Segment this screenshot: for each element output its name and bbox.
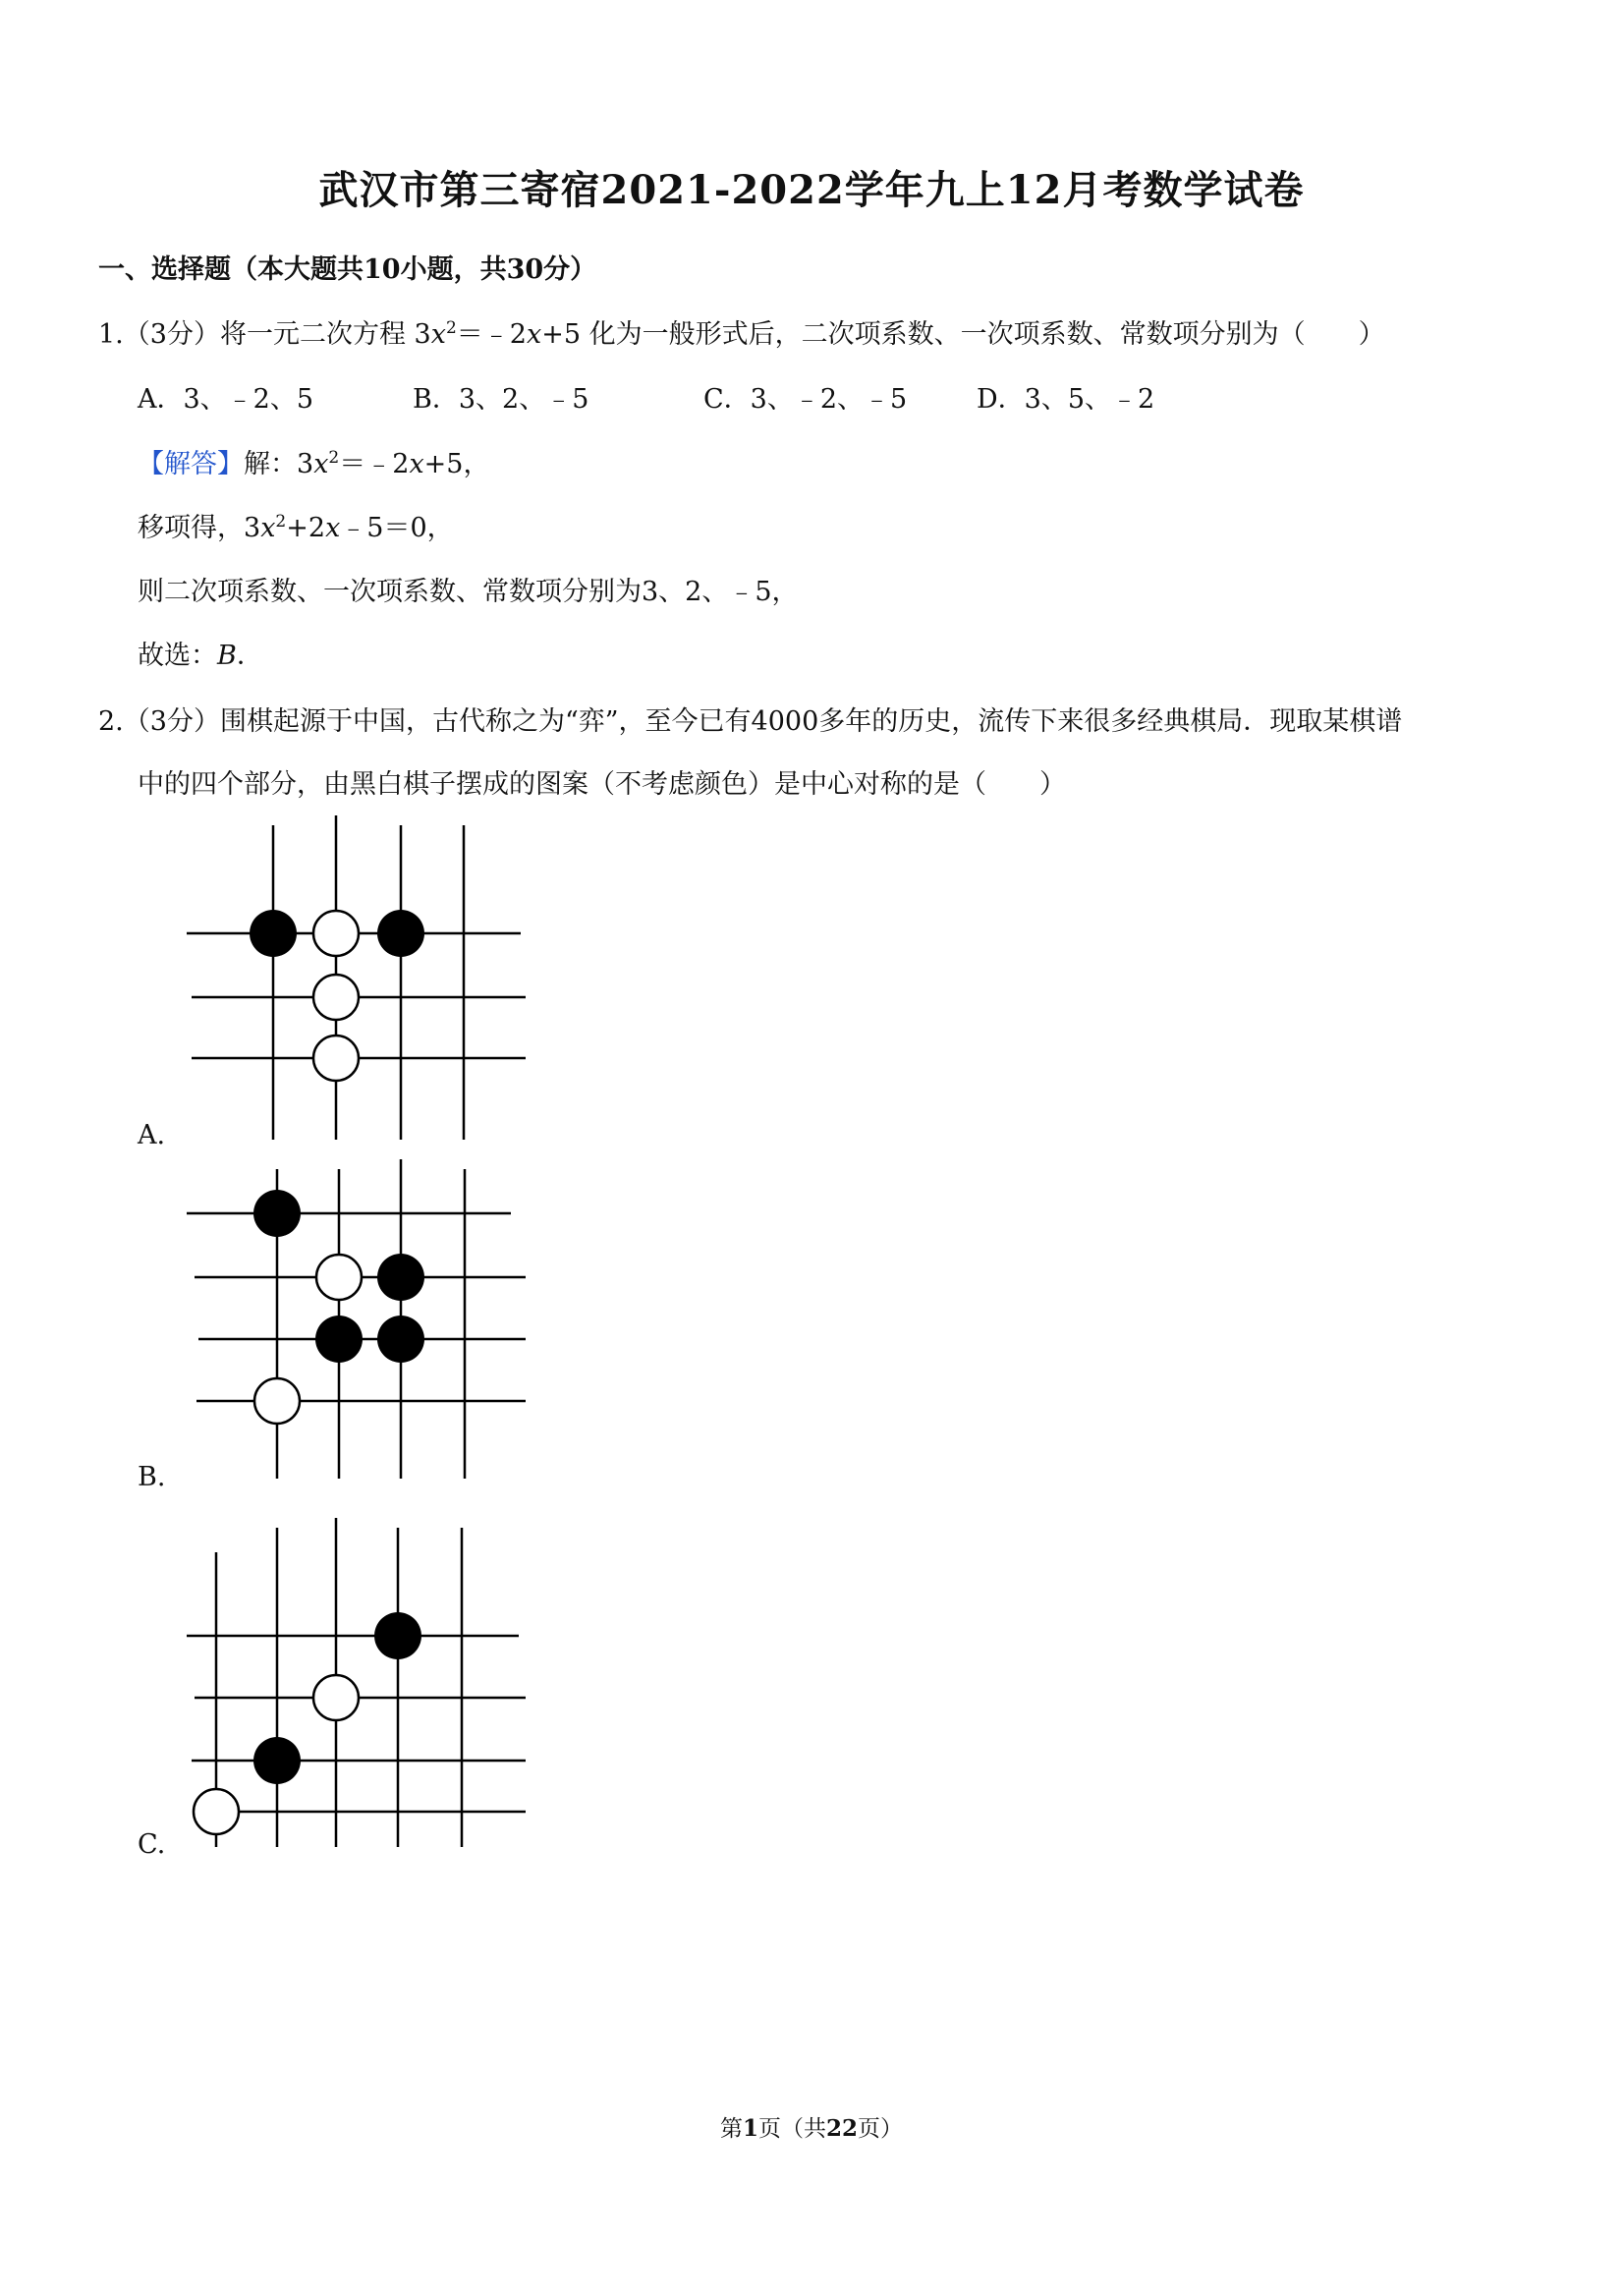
figure-label-b: B. — [138, 1462, 166, 1492]
black-stone — [253, 1190, 301, 1237]
white-stone — [313, 1675, 359, 1720]
total-pages: 22 — [826, 2115, 859, 2142]
solution-text: ﹣5＝0， — [340, 513, 454, 543]
solution-text: 移项得，3 — [138, 513, 261, 543]
solution-text: +2 — [286, 513, 326, 543]
black-stone — [377, 1316, 424, 1363]
option-b: B．3、2、﹣5 — [413, 384, 589, 415]
black-stone — [377, 910, 424, 957]
solution-text: 解：3 — [244, 449, 314, 479]
question-2-stem-line-1 — [98, 700, 1402, 738]
solution-text: 故选： — [138, 641, 217, 671]
math-sup: 2 — [328, 448, 340, 468]
option-d: D．3、5、﹣2 — [977, 384, 1155, 415]
math-var: x — [430, 319, 446, 350]
question-score: （3分） — [123, 319, 220, 350]
question-1-stem — [98, 312, 1385, 351]
math-var: x — [325, 513, 341, 543]
question-2-stem-line-2: 中的四个部分，由黑白棋子摆成的图案（不考虑颜色）是中心对称的是（ ） — [138, 769, 1066, 800]
math-sup: 2 — [445, 318, 457, 338]
option-c: C．3、﹣2、﹣5 — [703, 384, 908, 415]
answer-letter: B — [217, 641, 237, 671]
footer-text: 第 — [719, 2116, 743, 2142]
page-title: 武汉市第三寄宿2021-2022学年九上12月考数学试卷 — [318, 167, 1305, 213]
question-number: 2. — [98, 706, 124, 737]
white-stone — [313, 1036, 359, 1081]
white-stone — [254, 1378, 300, 1424]
math-sup: 2 — [275, 512, 287, 532]
white-stone — [194, 1789, 239, 1834]
go-board-figure-b — [187, 1159, 531, 1493]
footer-text: 页） — [858, 2116, 904, 2142]
question-number: 1. — [98, 319, 124, 350]
page-footer — [0, 2110, 1623, 2143]
stem-text: 围棋起源于中国，古代称之为“弈”，至今已有4000多年的历史，流传下来很多经典棋局．现取某棋谱 — [219, 706, 1403, 737]
black-stone — [315, 1316, 363, 1363]
figure-label-c: C. — [138, 1829, 166, 1860]
solution-text: ． — [236, 641, 263, 671]
answer-tag: 【解答】 — [138, 449, 244, 479]
footer-text: 页（共 — [758, 2116, 826, 2142]
stem-text: +5 化为一般形式后，二次项系数、一次项系数、常数项分别为（ ） — [541, 319, 1385, 350]
figure-label-a: A. — [138, 1120, 166, 1150]
stem-text: ＝﹣2 — [456, 319, 527, 350]
math-var: x — [313, 449, 329, 479]
white-stone — [313, 911, 359, 956]
solution-line-1 — [138, 442, 489, 480]
math-var: x — [260, 513, 276, 543]
solution-line-4 — [138, 634, 263, 672]
question-score: （3分） — [123, 706, 220, 737]
math-var: x — [526, 319, 542, 350]
solution-text: +5， — [423, 449, 490, 479]
solution-line-3: 则二次项系数、一次项系数、常数项分别为3、2、﹣5， — [138, 577, 799, 607]
stem-text: 将一元二次方程 3 — [219, 319, 431, 350]
white-stone — [313, 975, 359, 1020]
solution-text: ＝﹣2 — [339, 449, 410, 479]
section-heading: 一、选择题（本大题共10小题，共30分） — [98, 254, 597, 285]
black-stone — [374, 1612, 421, 1659]
go-board-figure-c — [187, 1518, 531, 1862]
black-stone — [377, 1254, 424, 1301]
black-stone — [253, 1737, 301, 1784]
math-var: x — [409, 449, 424, 479]
page-number: 1 — [742, 2115, 758, 2142]
go-board-figure-a — [187, 815, 531, 1149]
solution-line-2 — [138, 506, 454, 544]
black-stone — [250, 910, 297, 957]
white-stone — [316, 1255, 362, 1300]
option-a: A．3、﹣2、5 — [138, 384, 314, 415]
